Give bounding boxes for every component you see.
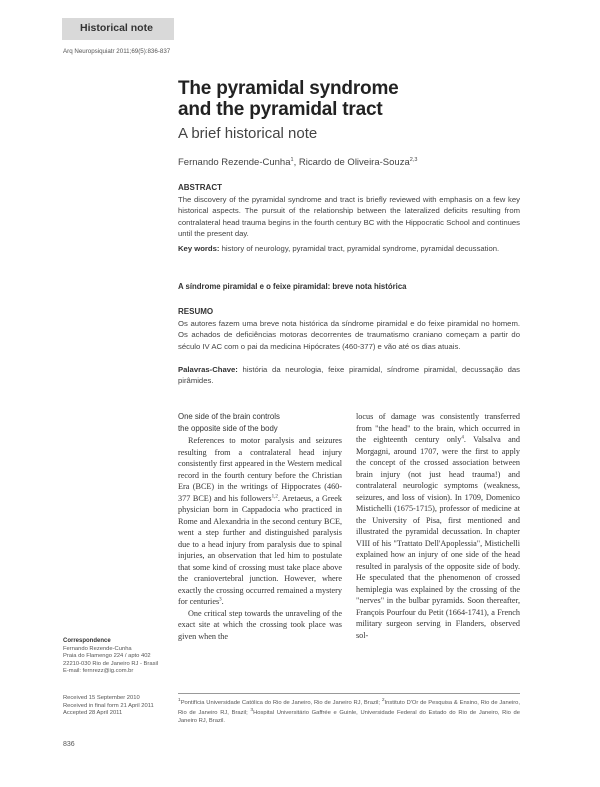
body-column-left [178, 435, 342, 642]
body-text: . Valsalva and Morgagni, around 1707, were the first to apply the concept of the crossed association between brain injury (not just head trauma!) and contralateral neurologic symptoms (weakness, seizures, and loss of vision). In 1709, Domenico Mistichelli (1675-1715), professor of medicine at the University of Pisa, first mentioned and illustrated the pyramidal decussation. In chapter VIII of his "Trattato Dell'Apoplessia", Mistichelli explained how an injury of one side of the head resulted in paralysis of the opposite side of body. He speculated that the phenomenon of crossed hemiplegia was explained by the crossing of the "nerves" in the bulbar pyramids. Soon thereafter, François Pourfour du Petit (1664-1741), a French military surgeon serving in Flanders, observed sol- [356, 435, 520, 640]
section-heading-line1: One side of the brain controls [178, 412, 280, 421]
article-title [178, 78, 399, 120]
resumo-heading: RESUMO [178, 307, 214, 316]
footnote-text: Pontifícia Universidade Católica do Rio de Janeiro, Rio de Janeiro RJ, Brazil; [180, 699, 382, 706]
correspondence-city: 22210-030 Rio de Janeiro RJ - Brasil [63, 660, 159, 667]
keywords-label: Key words: [178, 244, 220, 253]
author-affiliation: 2,3 [409, 157, 418, 163]
footnote-sup: 1 [178, 698, 181, 703]
body-text: locus of damage was consistently transferred from "the head" to the brain, which occurred in the eighteenth century only [356, 412, 520, 444]
portuguese-title: A síndrome piramidal e o feixe piramidal: breve nota histórica [178, 282, 407, 291]
body-text: References to motor paralysis and seizures resulting from a contralateral head injury consistently first appeared in the Western medical record in the fourth century before the Christian Era (BCE) in the writings of Hippocrates (460-377 BCE) and his followers [178, 436, 342, 503]
body-paragraph [356, 411, 520, 641]
body-paragraph [178, 435, 342, 608]
correspondence-address: Praia do Flamengo 224 / apto 402 [63, 653, 151, 660]
reference-sup: 1,2 [271, 493, 278, 499]
final-form-date: Received in final form 21 April 2011 [63, 702, 154, 709]
article-subtitle: A brief historical note [178, 125, 318, 142]
section-tab [62, 18, 174, 40]
body-column-right [356, 411, 520, 641]
reference-sup: 3 [219, 597, 222, 603]
author-name: Ricardo de Oliveira-Souza [298, 157, 410, 169]
section-heading-line2: the opposite side of the body [178, 423, 278, 433]
received-date: Received 15 September 2010 [63, 695, 140, 701]
reference-sup: 4 [461, 435, 464, 441]
author-separator: , [293, 157, 299, 169]
dates-block [63, 695, 154, 718]
palavras-chave-label: Palavras-Chave: [178, 365, 238, 374]
correspondence-email: E-mail: fernrezz@ig.com.br [63, 668, 134, 675]
resumo-keywords [178, 364, 520, 387]
author-affiliation: 1 [290, 157, 294, 163]
correspondence-label: Correspondence [63, 638, 111, 644]
article-title-line2: and the pyramidal tract [178, 99, 383, 120]
body-paragraph: One critical step towards the unraveling of the exact site at which the crossing took place was given when the [178, 608, 342, 641]
affiliations-footnote [178, 697, 520, 725]
section-heading [178, 411, 280, 434]
footnote-sup: 2 [381, 698, 385, 703]
author-list [178, 157, 417, 168]
footnote-text: Hospital Universitário Gaffrée e Guinle, Universidade Federal do Estado do Rio de Janeiro, Rio de Janeiro RJ, Brazil. [178, 710, 520, 725]
resumo-text: Os autores fazem uma breve nota histórica da síndrome piramidal e do feixe piramidal no homem. Os achados de deficiências motoras decorrentes de traumatismo craniano começam a partir do século IV AC com o pai da medicina Hipócrates (460-377) e vão até os dias atuais. [178, 319, 520, 351]
page-number: 836 [63, 741, 75, 748]
article-title-line1: The pyramidal syndrome [178, 78, 399, 99]
abstract-keywords [178, 243, 520, 254]
correspondence-block [63, 638, 158, 676]
footnote-text: Instituto D'Or de Pesquisa & Ensino, Rio de Janeiro, Rio de Janeiro RJ, Brazil; [178, 699, 521, 717]
author-name: Fernando Rezende-Cunha [178, 157, 291, 169]
correspondence-name: Fernando Rezende-Cunha [63, 645, 132, 652]
abstract-heading: ABSTRACT [178, 183, 222, 192]
accepted-date: Accepted 28 April 2011 [63, 710, 123, 717]
section-tab-label: Historical note [80, 22, 153, 34]
body-text: . Aretaeus, a Greek physician born in Cappadocia who practiced in Rome and Alexandria in the second century BCE, went a step further and distinguished paralysis due to a head injury from paralysis due to spinal injuries, an observation that led him to postulate that some kind of crossing must take place above the craniovertebral junction. However, where exactly the crossing occurred remained a mystery for centuries [178, 493, 343, 606]
footnote-divider [178, 693, 520, 694]
palavras-chave-text: história da neurologia, feixe piramidal, síndrome piramidal, decussação das pirâmides. [178, 365, 520, 386]
abstract-text: The discovery of the pyramidal syndrome and tract is briefly reviewed with emphasis on a few key historical aspects. The pursuit of the relationship between the lateralized deficits resulting from contralateral head trauma begins in the fourth century BC with the Hippocratic School and continues until the present day. [178, 195, 520, 238]
body-text: . [221, 597, 224, 606]
keywords-text: history of neurology, pyramidal tract, pyramidal syndrome, pyramidal decussation. [219, 244, 500, 253]
journal-citation: Arq Neuropsiquiatr 2011;69(5):836-837 [63, 48, 171, 55]
footnote-sup: 3 [250, 708, 254, 714]
